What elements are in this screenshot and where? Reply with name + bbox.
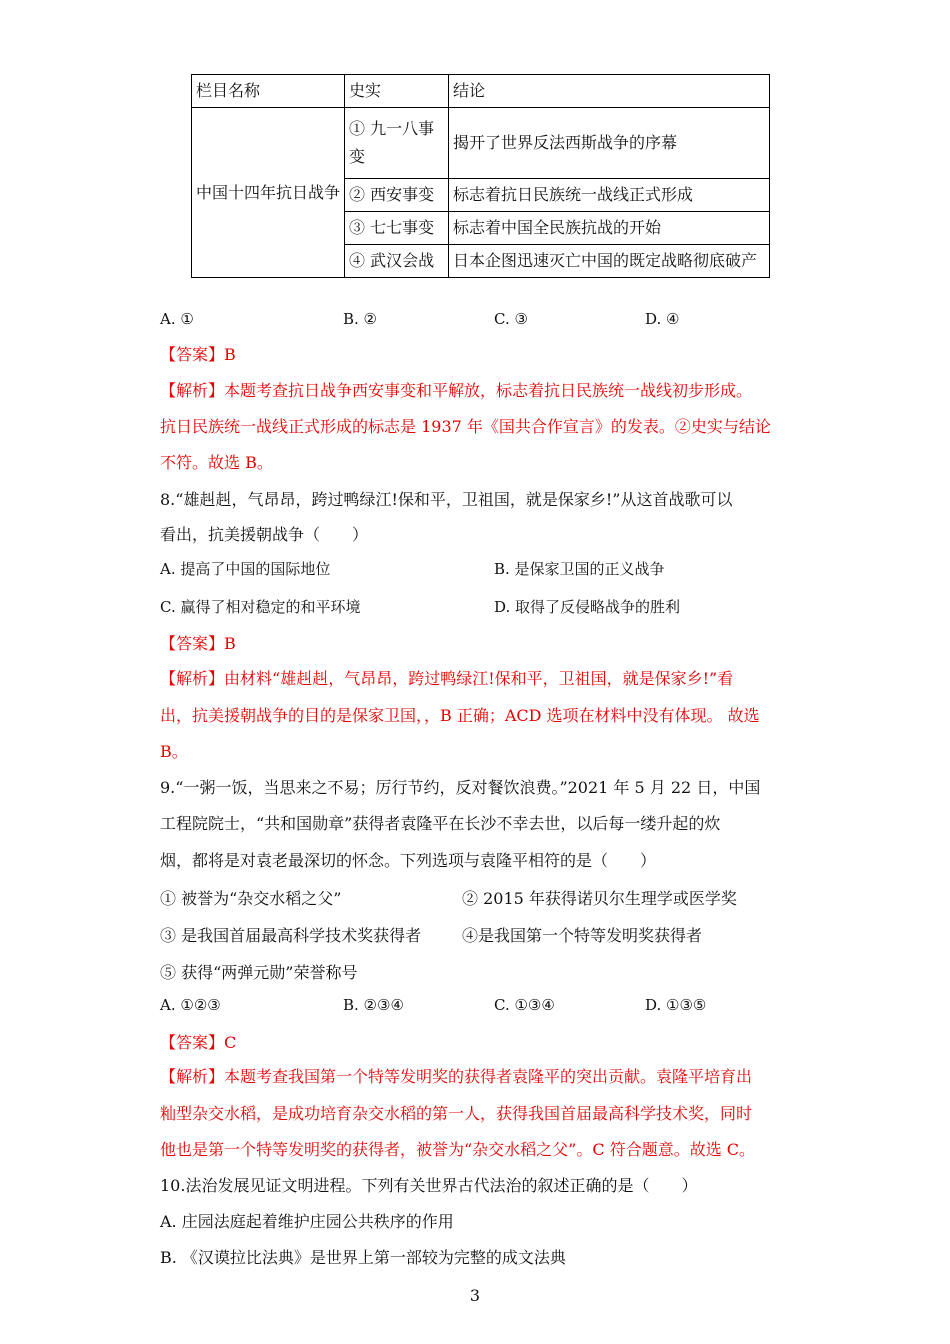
q9-stem-line: 烟，都将是对袁老最深切的怀念。下列选项与袁隆平相符的是（ ） (160, 851, 657, 870)
conclusion-cell: 标志着中国全民族抗战的开始 (449, 212, 770, 245)
q8-answer (160, 631, 236, 654)
q9-analysis-line (160, 1064, 752, 1087)
q8-stem-line: 看出，抗美援朝战争（ ） (160, 525, 369, 544)
fact-cell: ② 西安事变 (345, 179, 449, 212)
q7-option-d: D. ④ (645, 310, 680, 328)
q7-answer (160, 342, 236, 365)
q10-option-a: A. 庄园法庭起着维护庄园公共秩序的作用 (160, 1212, 454, 1231)
q9-analysis-line: 籼型杂交水稻，是成功培育杂交水稻的第一人，获得我国首届最高科学技术奖，同时 (160, 1104, 753, 1123)
page-number: 3 (469, 1286, 481, 1305)
q8-option-c: C. 赢得了相对稳定的和平环境 (160, 598, 361, 616)
q8-stem-line: 8.“雄赳赳，气昂昂，跨过鸭绿江!保和平，卫祖国，就是保家乡!”从这首战歌可以 (160, 490, 733, 509)
q7-analysis-line: 抗日民族统一战线正式形成的标志是 1937 年《国共合作宣言》的发表。②史实与结论 (160, 417, 771, 436)
q9-statement: ③ 是我国首届最高科学技术奖获得者 (160, 926, 422, 945)
header-column-name: 栏目名称 (192, 75, 345, 108)
q9-statement: ② 2015 年获得诺贝尔生理学或医学奖 (462, 889, 737, 908)
answer-tag: 【答案】 (160, 634, 225, 653)
q8-analysis-line: B。 (160, 742, 188, 761)
q8-option-b: B. 是保家卫国的正义战争 (494, 560, 665, 578)
header-fact: 史实 (345, 75, 449, 108)
header-conclusion: 结论 (449, 75, 770, 108)
q7-option-a: A. ① (160, 310, 194, 328)
analysis-tag: 【解析】 (160, 381, 225, 400)
table-header-row (192, 75, 770, 108)
fact-cell: ③ 七七事变 (345, 212, 449, 245)
fact-cell: ④ 武汉会战 (345, 245, 449, 278)
answer-value: B (224, 345, 236, 364)
q9-option-c: C. ①③④ (494, 996, 555, 1014)
conclusion-cell: 揭开了世界反法西斯战争的序幕 (449, 108, 770, 179)
fact-cell: ① 九一八事变 (345, 108, 449, 179)
analysis-text: 本题考查我国第一个特等发明奖的获得者袁隆平的突出贡献。袁隆平培育出 (224, 1067, 753, 1086)
q7-option-c: C. ③ (494, 310, 528, 328)
q9-stem-line: 9.“一粥一饭，当思来之不易；厉行节约，反对餐饮浪费。”2021 年 5 月 22 日，中国 (160, 778, 761, 797)
q9-option-a: A. ①②③ (160, 996, 221, 1014)
q9-answer (160, 1030, 236, 1053)
answer-value: C (224, 1033, 237, 1052)
answer-tag: 【答案】 (160, 345, 225, 364)
q9-option-d: D. ①③⑤ (645, 996, 707, 1014)
history-table (191, 74, 770, 278)
analysis-tag: 【解析】 (160, 1067, 225, 1086)
q9-statement: ⑤ 获得“两弹元勋”荣誉称号 (160, 963, 358, 982)
q9-stem-line: 工程院院士，“共和国勋章”获得者袁隆平在长沙不幸去世，以后每一缕升起的炊 (160, 814, 721, 833)
column-title-cell: 中国十四年抗日战争 (192, 108, 345, 278)
analysis-text: 由材料“雄赳赳，气昂昂，跨过鸭绿江!保和平，卫祖国，就是保家乡!”看 (224, 669, 734, 688)
conclusion-cell: 标志着抗日民族统一战线正式形成 (449, 179, 770, 212)
q10-stem: 10.法治发展见证文明进程。下列有关世界古代法治的叙述正确的是（ ） (160, 1176, 698, 1195)
q7-analysis-line: 不符。故选 B。 (160, 453, 273, 472)
q9-option-b: B. ②③④ (343, 996, 404, 1014)
conclusion-cell: 日本企图迅速灭亡中国的既定战略彻底破产 (449, 245, 770, 278)
analysis-text: 本题考查抗日战争西安事变和平解放，标志着抗日民族统一战线初步形成。 (224, 381, 753, 400)
q10-option-b: B. 《汉谟拉比法典》是世界上第一部较为完整的成文法典 (160, 1248, 566, 1267)
q8-option-a: A. 提高了中国的国际地位 (160, 560, 331, 578)
q9-statement: ① 被誉为“杂交水稻之父” (160, 889, 342, 908)
q9-analysis-line: 他也是第一个特等发明奖的获得者，被誉为“杂交水稻之父”。C 符合题意。故选 C。 (160, 1140, 756, 1159)
q8-option-d: D. 取得了反侵略战争的胜利 (494, 598, 681, 616)
table-row (192, 108, 770, 179)
q7-analysis-line (160, 378, 752, 401)
analysis-tag: 【解析】 (160, 669, 225, 688)
q7-option-b: B. ② (343, 310, 378, 328)
answer-value: B (224, 634, 236, 653)
q8-analysis-line (160, 666, 733, 689)
q8-analysis-line: 出，抗美援朝战争的目的是保家卫国，，B 正确；ACD 选项在材料中没有体现。 故选 (160, 706, 760, 725)
q9-statement: ④是我国第一个特等发明奖获得者 (462, 926, 703, 945)
answer-tag: 【答案】 (160, 1033, 225, 1052)
